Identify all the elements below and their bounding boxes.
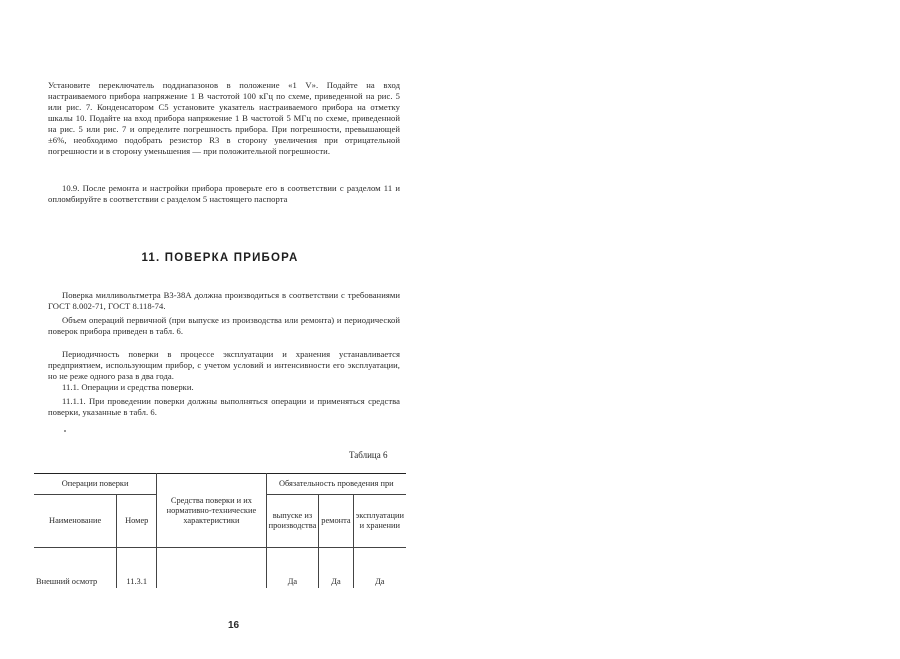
- verification-table: [34, 473, 406, 588]
- section-10-paragraph-2: 10.9. После ремонта и настройки прибора проверьте его в соответствии с разделом 11 и опломбируйте в соответствии с разделом 5 настоящего паспорта: [48, 183, 400, 204]
- speck-mark: [64, 430, 66, 432]
- header-name: Наименование: [34, 495, 117, 548]
- cell-repair: Да: [319, 548, 353, 589]
- section-11-paragraph-3: Периодичность поверки в процессе эксплуатации и хранения устанавливается предприятием, использующим прибор, с учетом условий и интенсивности его эксплуатации, но не реже одного раза в два года.: [48, 349, 400, 381]
- header-operations: Операции поверки: [34, 474, 157, 495]
- cell-means: [157, 548, 266, 589]
- table-caption: Таблица 6: [349, 450, 388, 460]
- cell-name: Внешний осмотр: [34, 548, 117, 589]
- header-number: Номер: [117, 495, 157, 548]
- section-11-paragraph-2: Объем операций первичной (при выпуске из производства или ремонта) и периодической поверок прибора приведен в табл. 6.: [48, 315, 400, 336]
- header-repair: ремонта: [319, 495, 353, 548]
- cell-operation: Да: [353, 548, 406, 589]
- table-row: [34, 548, 406, 589]
- header-means: Средства поверки и их нормативно-технические характеристики: [157, 474, 266, 548]
- cell-number: 11.3.1: [117, 548, 157, 589]
- header-operation: эксплуатации и хранении: [353, 495, 406, 548]
- section-11-paragraph-1: Поверка милливольтметра В3-38А должна производиться в соответствии с требованиями ГОСТ 8.002-71, ГОСТ 8.118-74.: [48, 290, 400, 311]
- section-11-paragraph-5: 11.1.1. При проведении поверки должны выполняться операции и применяться средства поверки, указанные в табл. 6.: [48, 396, 400, 417]
- section-10-paragraph-1: Установите переключатель поддиапазонов в положение «1 V». Подайте на вход настраиваемого прибора напряжение 1 В частотой 100 кГц по схеме, приведенной на рис. 5 или рис. 7. Конденсатором С5 установите указатель настраиваемого прибора на отметку шкалы 10. Подайте на вход прибора напряжение 1 В частотой 5 МГц по схеме, приведенной на рис. 5 или рис. 7 и определите погрешность прибора. При погрешности, превышающей ±6%, необходимо подобрать резистор R3 в сторону увеличения при отрицательной погрешности и в сторону уменьшения — при положительной погрешности.: [48, 80, 400, 156]
- cell-release: Да: [266, 548, 319, 589]
- header-release: выпуске из производства: [266, 495, 319, 548]
- section-11-paragraph-4: 11.1. Операции и средства поверки.: [62, 382, 194, 392]
- section-11-heading: 11. ПОВЕРКА ПРИБОРА: [141, 252, 299, 264]
- header-mandatory: Обязательность проведения при: [266, 474, 406, 495]
- page-number: 16: [228, 620, 240, 631]
